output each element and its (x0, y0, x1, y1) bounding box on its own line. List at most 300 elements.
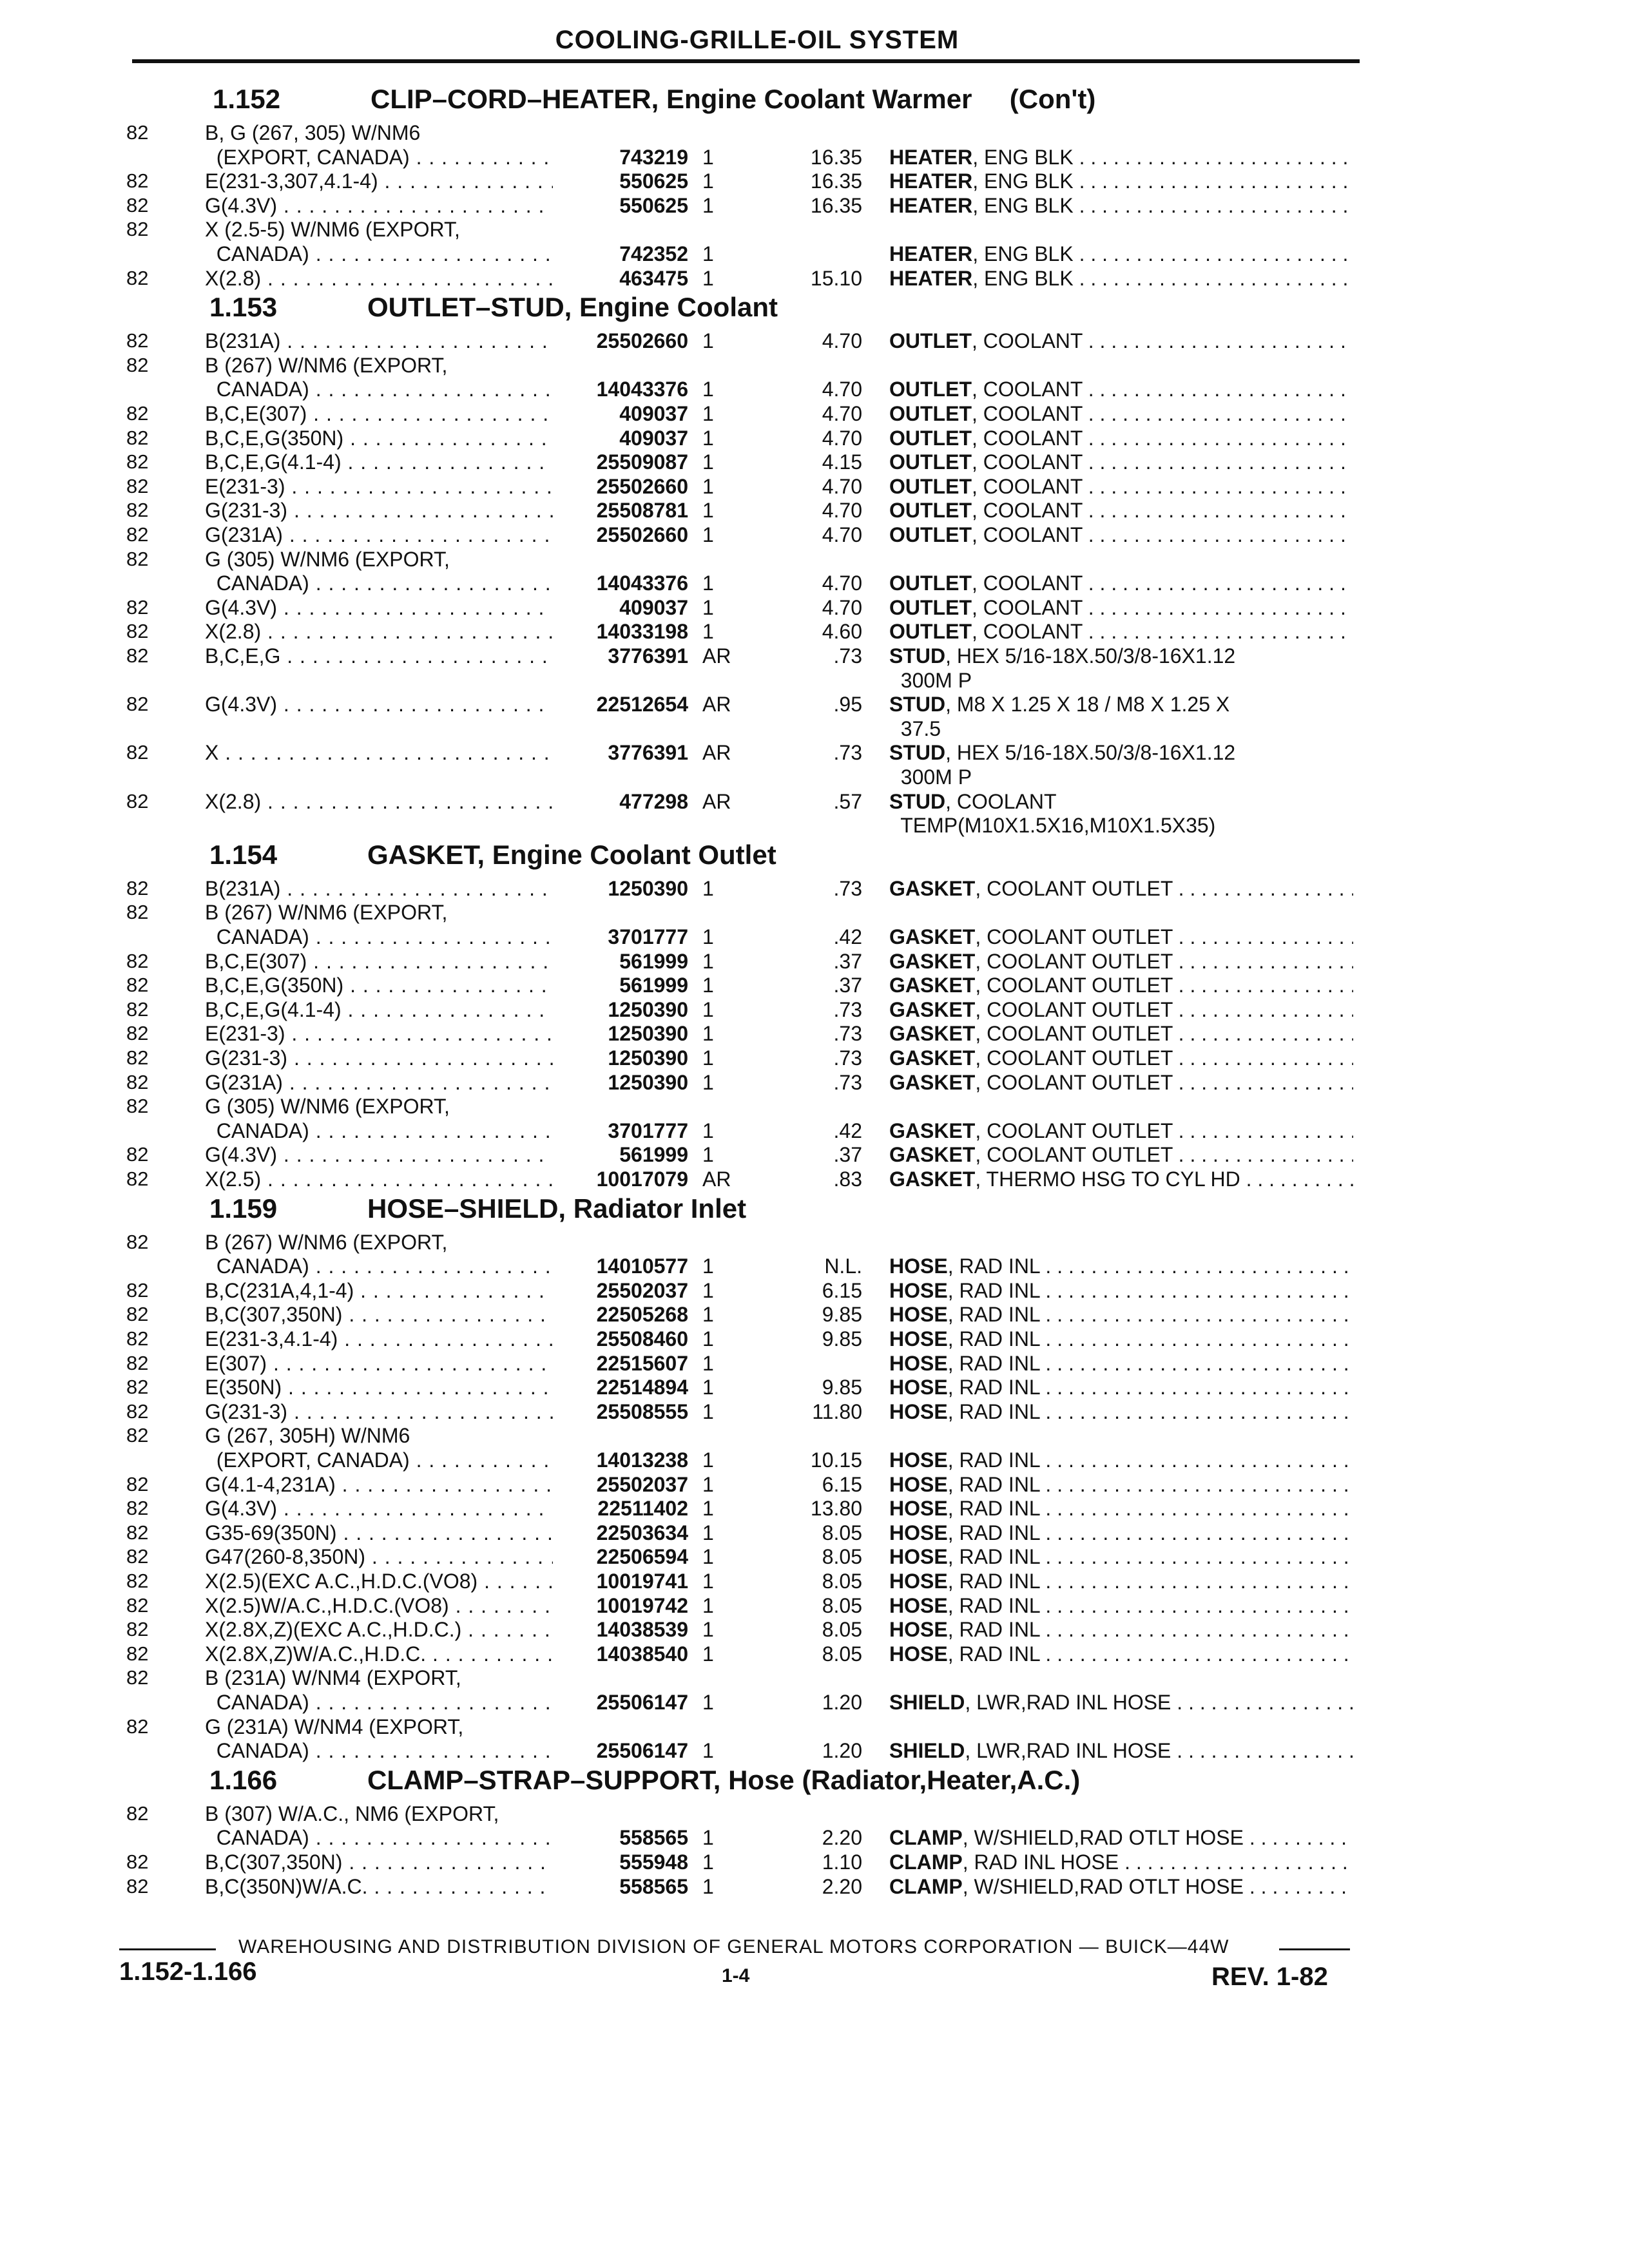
part-name: STUD (889, 789, 946, 813)
footer-rule-right (1279, 1948, 1350, 1950)
part-name: HOSE (889, 1278, 948, 1302)
quantity: 1 (702, 1472, 714, 1496)
part-name: HOSE (889, 1472, 948, 1496)
model-year: 82 (126, 1303, 149, 1326)
part-name: OUTLET (889, 595, 972, 619)
application: E(231-3,307,4.1-4) . . . (205, 168, 553, 194)
part-number: 14013238 (596, 1448, 688, 1472)
part-description (889, 1253, 1353, 1279)
application: G (231A) W/NM4 (EXPORT, (205, 1715, 464, 1738)
model-year: 82 (126, 193, 149, 216)
application: B,C,E,G(350N) . . . (205, 972, 553, 998)
part-row (0, 376, 1629, 402)
quantity: AR (702, 693, 731, 716)
model-year: 82 (126, 1472, 149, 1495)
part-name: GASKET (889, 876, 976, 900)
model-year: 82 (126, 1802, 149, 1825)
quantity: 1 (702, 1327, 714, 1350)
application: B(231A) . . . (205, 328, 553, 354)
price: 8.05 (822, 1642, 862, 1666)
application: B,C(350N)W/A.C. . . . (205, 1874, 553, 1899)
part-number: 10019741 (596, 1570, 688, 1593)
application: B (267) W/NM6 (EXPORT, (205, 1230, 448, 1254)
application: CANADA) . . . (205, 570, 553, 596)
quantity: 1 (702, 169, 714, 193)
part-number: 25502037 (596, 1278, 688, 1302)
quantity: 1 (702, 1022, 714, 1046)
part-number: 463475 (619, 266, 688, 290)
quantity: AR (702, 644, 731, 668)
part-detail: , LWR,RAD INL HOSE (965, 1739, 1171, 1763)
part-detail: , COOLANT (945, 789, 1057, 813)
price: 2.20 (822, 1874, 862, 1898)
application: X(2.5)W/A.C.,H.D.C.(VO8) . . . (205, 1593, 553, 1619)
section-title (213, 84, 1095, 115)
part-row (0, 668, 1629, 693)
footer-revision: REV. 1-82 (1211, 1963, 1328, 1991)
quantity: 1 (702, 1070, 714, 1094)
part-number: 1250390 (608, 1070, 688, 1094)
part-row (0, 924, 1629, 950)
part-name: OUTLET (889, 402, 972, 425)
application: E(231-3) . . . (205, 474, 553, 499)
quantity: 1 (702, 997, 714, 1021)
part-name: STUD (889, 644, 946, 668)
application: E(231-3,4.1-4) . . . (205, 1326, 553, 1352)
price: 11.80 (812, 1399, 862, 1423)
part-detail: , COOLANT (971, 329, 1083, 353)
part-description (889, 425, 1353, 451)
price: .95 (833, 693, 862, 716)
part-name: GASKET (889, 949, 976, 973)
model-year: 82 (126, 620, 149, 643)
part-detail: , ENG BLK (972, 266, 1074, 290)
part-name: OUTLET (889, 329, 972, 353)
part-row (0, 216, 1629, 242)
part-number: 22511402 (597, 1497, 688, 1521)
part-detail: , RAD INL (947, 1254, 1040, 1278)
part-row (0, 1738, 1629, 1763)
part-name: GASKET (889, 925, 976, 948)
part-description (889, 1738, 1353, 1763)
part-detail: , COOLANT OUTLET (975, 974, 1173, 997)
part-detail: , COOLANT (971, 426, 1083, 450)
part-description (889, 1874, 1353, 1899)
application: CANADA) . . . (205, 1689, 553, 1715)
part-number: 25508555 (596, 1399, 688, 1423)
quantity: 1 (702, 1119, 714, 1142)
price: 4.70 (822, 595, 862, 619)
price: 15.10 (810, 266, 862, 290)
part-name: CLAMP (889, 1826, 963, 1850)
application: X(2.5) . . . (205, 1166, 553, 1192)
part-number: 25506147 (596, 1691, 688, 1714)
price: .83 (833, 1168, 862, 1191)
application: B,C(307,350N) . . . (205, 1302, 553, 1327)
price: 16.35 (810, 193, 862, 217)
price: .42 (833, 925, 862, 948)
part-description (889, 716, 1353, 742)
price: .37 (833, 949, 862, 973)
part-number: 550625 (619, 169, 688, 193)
part-number: 25502037 (596, 1472, 688, 1496)
part-description (889, 1166, 1353, 1192)
part-row (0, 1825, 1629, 1850)
application: G(4.3V) . . . (205, 691, 553, 717)
part-row (0, 1617, 1629, 1642)
part-row (0, 1093, 1629, 1119)
model-year: 82 (126, 121, 149, 144)
part-number: 14038540 (596, 1642, 688, 1666)
quantity: 1 (702, 1874, 714, 1898)
application: B (307) W/A.C., NM6 (EXPORT, (205, 1802, 499, 1825)
part-detail: , COOLANT (971, 402, 1083, 425)
application: B (267) W/NM6 (EXPORT, (205, 353, 448, 377)
part-detail: , LWR,RAD INL HOSE (965, 1691, 1171, 1714)
model-year: 82 (126, 974, 149, 997)
part-number: 22514894 (596, 1376, 688, 1399)
part-name: OUTLET (889, 523, 972, 546)
part-detail: , RAD INL (947, 1593, 1040, 1617)
part-description (889, 972, 1353, 998)
part-description (889, 789, 1353, 814)
quantity: AR (702, 741, 731, 765)
part-row (0, 1350, 1629, 1376)
part-description (889, 497, 1353, 523)
part-description (889, 924, 1353, 950)
part-number: 743219 (619, 145, 688, 169)
quantity: 1 (702, 266, 714, 290)
part-number: 14038539 (596, 1618, 688, 1642)
price: 4.70 (822, 426, 862, 450)
quantity: 1 (702, 145, 714, 169)
model-year: 82 (126, 402, 149, 425)
part-detail: , W/SHIELD,RAD OTLT HOSE (962, 1874, 1244, 1898)
footer-division: WAREHOUSING AND DISTRIBUTION DIVISION OF GENERAL MOTORS CORPORATION — BUICK—44W (238, 1936, 1229, 1957)
part-description (889, 328, 1353, 354)
application: G (305) W/NM6 (EXPORT, (205, 1095, 450, 1119)
part-row (0, 764, 1629, 790)
part-detail: , RAD INL (947, 1497, 1040, 1521)
application: CANADA) . . . (205, 924, 553, 950)
section-title (209, 840, 776, 870)
part-name: CLAMP (889, 1850, 963, 1874)
part-detail: , COOLANT OUTLET (975, 1046, 1173, 1070)
application: X(2.8) . . . (205, 619, 553, 644)
application: CANADA) . . . (205, 1825, 553, 1850)
part-name: HEATER (889, 145, 973, 169)
part-description (889, 668, 1353, 693)
part-row (0, 948, 1629, 974)
part-number: 10019742 (596, 1593, 688, 1617)
part-name: GASKET (889, 974, 976, 997)
part-description (889, 1495, 1353, 1521)
application: G (305) W/NM6 (EXPORT, (205, 547, 450, 571)
part-row (0, 522, 1629, 548)
part-description (889, 1520, 1353, 1546)
part-name: HOSE (889, 1642, 948, 1666)
part-number: 3701777 (608, 925, 688, 948)
part-detail: , RAD INL (947, 1399, 1040, 1423)
part-number: 477298 (619, 789, 688, 813)
quantity: AR (702, 789, 731, 813)
application: G47(260-8,350N) . . . (205, 1544, 553, 1570)
section-title (209, 292, 778, 323)
part-detail: , COOLANT OUTLET (975, 1070, 1173, 1094)
application: CANADA) . . . (205, 1253, 553, 1279)
quantity: 1 (702, 1143, 714, 1167)
model-year: 82 (126, 997, 149, 1021)
part-name: HEATER (889, 242, 973, 265)
part-description (889, 474, 1353, 499)
application: G (267, 305H) W/NM6 (205, 1424, 410, 1448)
part-row (0, 1229, 1629, 1255)
part-detail: , RAD INL (947, 1376, 1040, 1399)
part-description (889, 265, 1353, 291)
part-number: 10017079 (596, 1168, 688, 1191)
quantity: 1 (702, 474, 714, 498)
part-row (0, 1714, 1629, 1740)
part-row (0, 144, 1629, 170)
section-number: 1.159 (209, 1193, 278, 1224)
part-detail: , COOLANT OUTLET (975, 1143, 1173, 1167)
model-year: 82 (126, 1521, 149, 1544)
quantity: 1 (702, 1545, 714, 1569)
part-number: 14043376 (596, 572, 688, 595)
part-description (889, 1374, 1353, 1400)
quantity: 1 (702, 925, 714, 948)
part-row (0, 1326, 1629, 1352)
application: X . . . (205, 740, 553, 765)
part-description (889, 1447, 1353, 1473)
part-name: GASKET (889, 1119, 976, 1142)
part-row (0, 328, 1629, 354)
section-heading: CLIP–CORD–HEATER, Engine Coolant Warmer (Con't) (371, 84, 1096, 114)
part-detail: , RAD INL (947, 1351, 1040, 1375)
application: B(231A) . . . (205, 876, 553, 901)
quantity: 1 (702, 876, 714, 900)
part-row (0, 1447, 1629, 1473)
price: 6.15 (822, 1472, 862, 1496)
price: 8.05 (822, 1545, 862, 1569)
part-detail: 300M P (889, 765, 972, 789)
part-row (0, 1641, 1629, 1667)
model-year: 82 (126, 547, 149, 570)
part-description (889, 1326, 1353, 1352)
part-description (889, 1568, 1353, 1594)
part-detail: , COOLANT (971, 499, 1083, 523)
part-row (0, 1801, 1629, 1827)
part-name: HOSE (889, 1303, 948, 1327)
part-name: OUTLET (889, 426, 972, 450)
part-name: SHIELD (889, 1739, 965, 1763)
price: 4.15 (822, 450, 862, 474)
part-row (0, 1021, 1629, 1046)
section-number: 1.154 (209, 839, 278, 870)
part-row (0, 1423, 1629, 1448)
part-row (0, 1593, 1629, 1619)
application: X(2.8) . . . (205, 789, 553, 814)
part-detail: , HEX 5/16-18X.50/3/8-16X1.12 (945, 644, 1236, 668)
part-row (0, 570, 1629, 596)
price: 4.70 (822, 499, 862, 523)
quantity: 1 (702, 1739, 714, 1763)
quantity: 1 (702, 193, 714, 217)
part-description (889, 619, 1353, 644)
part-description (889, 1849, 1353, 1875)
price: 8.05 (822, 1570, 862, 1593)
part-name: HOSE (889, 1521, 948, 1544)
part-detail: , COOLANT (971, 378, 1083, 401)
part-detail: , RAD INL (947, 1278, 1040, 1302)
part-name: HOSE (889, 1254, 948, 1278)
part-row (0, 1045, 1629, 1071)
part-detail: , COOLANT (971, 450, 1083, 474)
part-row (0, 1070, 1629, 1095)
part-row (0, 643, 1629, 669)
quantity: 1 (702, 329, 714, 353)
part-row (0, 265, 1629, 291)
part-name: OUTLET (889, 378, 972, 401)
part-detail: , COOLANT OUTLET (975, 949, 1173, 973)
part-name: GASKET (889, 1143, 976, 1167)
model-year: 82 (126, 1230, 149, 1253)
part-number: 409037 (619, 402, 688, 425)
part-description (889, 1302, 1353, 1327)
application: B (231A) W/NM4 (EXPORT, (205, 1666, 461, 1690)
part-number: 22512654 (596, 693, 688, 716)
section-heading: GASKET, Engine Coolant Outlet (367, 839, 776, 870)
part-detail: , ENG BLK (972, 169, 1074, 193)
price: 9.85 (822, 1303, 862, 1327)
model-year: 82 (126, 1874, 149, 1898)
part-row (0, 619, 1629, 644)
part-number: 25502660 (596, 523, 688, 546)
price: .57 (833, 789, 862, 813)
price: 4.70 (822, 572, 862, 595)
model-year: 82 (126, 353, 149, 376)
quantity: 1 (702, 1254, 714, 1278)
application: B,C(307,350N) . . . (205, 1849, 553, 1875)
part-detail: , RAD INL (947, 1472, 1040, 1496)
model-year: 82 (126, 901, 149, 924)
part-row (0, 1118, 1629, 1144)
quantity: 1 (702, 1691, 714, 1714)
application: G(231A) . . . (205, 1070, 553, 1095)
quantity: 1 (702, 1642, 714, 1666)
model-year: 82 (126, 949, 149, 972)
part-name: HOSE (889, 1545, 948, 1569)
part-description (889, 997, 1353, 1023)
model-year: 82 (126, 741, 149, 764)
application: B, G (267, 305) W/NM6 (205, 121, 421, 144)
quantity: 1 (702, 1046, 714, 1070)
part-name: HOSE (889, 1593, 948, 1617)
part-row (0, 740, 1629, 765)
quantity: 1 (702, 974, 714, 997)
part-number: 555948 (619, 1850, 688, 1874)
price: 13.80 (810, 1497, 862, 1521)
footer-rule-left (119, 1948, 216, 1950)
application: CANADA) . . . (205, 241, 553, 267)
part-number: 25509087 (596, 450, 688, 474)
model-year: 82 (126, 1424, 149, 1447)
part-detail: , RAD INL (947, 1545, 1040, 1569)
part-number: 3776391 (608, 644, 688, 668)
part-number: 22505268 (596, 1303, 688, 1327)
model-year: 82 (126, 1070, 149, 1093)
quantity: 1 (702, 1497, 714, 1521)
part-number: 1250390 (608, 1046, 688, 1070)
part-detail: , COOLANT (971, 620, 1083, 644)
part-name: HOSE (889, 1570, 948, 1593)
part-row (0, 168, 1629, 194)
application: G(231A) . . . (205, 522, 553, 548)
part-number: 409037 (619, 595, 688, 619)
part-detail: , COOLANT OUTLET (975, 997, 1173, 1021)
part-description (889, 1641, 1353, 1667)
price: N.L. (824, 1254, 862, 1278)
application: G(4.3V) . . . (205, 595, 553, 620)
part-detail: , RAD INL (947, 1618, 1040, 1642)
part-row (0, 1399, 1629, 1425)
part-detail: , ENG BLK (972, 242, 1074, 265)
model-year: 82 (126, 693, 149, 716)
application: B,C,E(307) . . . (205, 948, 553, 974)
price: 1.20 (822, 1691, 862, 1714)
price: 9.85 (822, 1327, 862, 1350)
part-description (889, 1021, 1353, 1046)
part-name: OUTLET (889, 620, 972, 644)
model-year: 82 (126, 1570, 149, 1592)
price: .73 (833, 644, 862, 668)
quantity: 1 (702, 949, 714, 973)
application: CANADA) . . . (205, 1738, 553, 1763)
part-row (0, 1374, 1629, 1400)
part-description (889, 401, 1353, 427)
part-number: 25502660 (596, 329, 688, 353)
part-name: HOSE (889, 1351, 948, 1375)
part-description (889, 1278, 1353, 1303)
application: G(4.3V) . . . (205, 1142, 553, 1168)
part-number: 1250390 (608, 1022, 688, 1046)
quantity: 1 (702, 1278, 714, 1302)
part-description (889, 948, 1353, 974)
part-row (0, 997, 1629, 1023)
part-row (0, 1142, 1629, 1168)
application: G(231-3) . . . (205, 497, 553, 523)
part-row (0, 474, 1629, 499)
price: .73 (833, 997, 862, 1021)
part-description (889, 1689, 1353, 1715)
model-year: 82 (126, 1618, 149, 1641)
model-year: 82 (126, 1351, 149, 1374)
part-description (889, 764, 1353, 790)
quantity: 1 (702, 595, 714, 619)
price: 16.35 (810, 145, 862, 169)
model-year: 82 (126, 1715, 149, 1738)
part-row (0, 546, 1629, 572)
part-name: HEATER (889, 169, 973, 193)
part-number: 25502660 (596, 474, 688, 498)
part-row (0, 1520, 1629, 1546)
application: B,C,E,G . . . (205, 643, 553, 669)
part-name: HOSE (889, 1399, 948, 1423)
model-year: 82 (126, 169, 149, 193)
part-description (889, 1045, 1353, 1071)
quantity: 1 (702, 620, 714, 644)
model-year: 82 (126, 1593, 149, 1617)
